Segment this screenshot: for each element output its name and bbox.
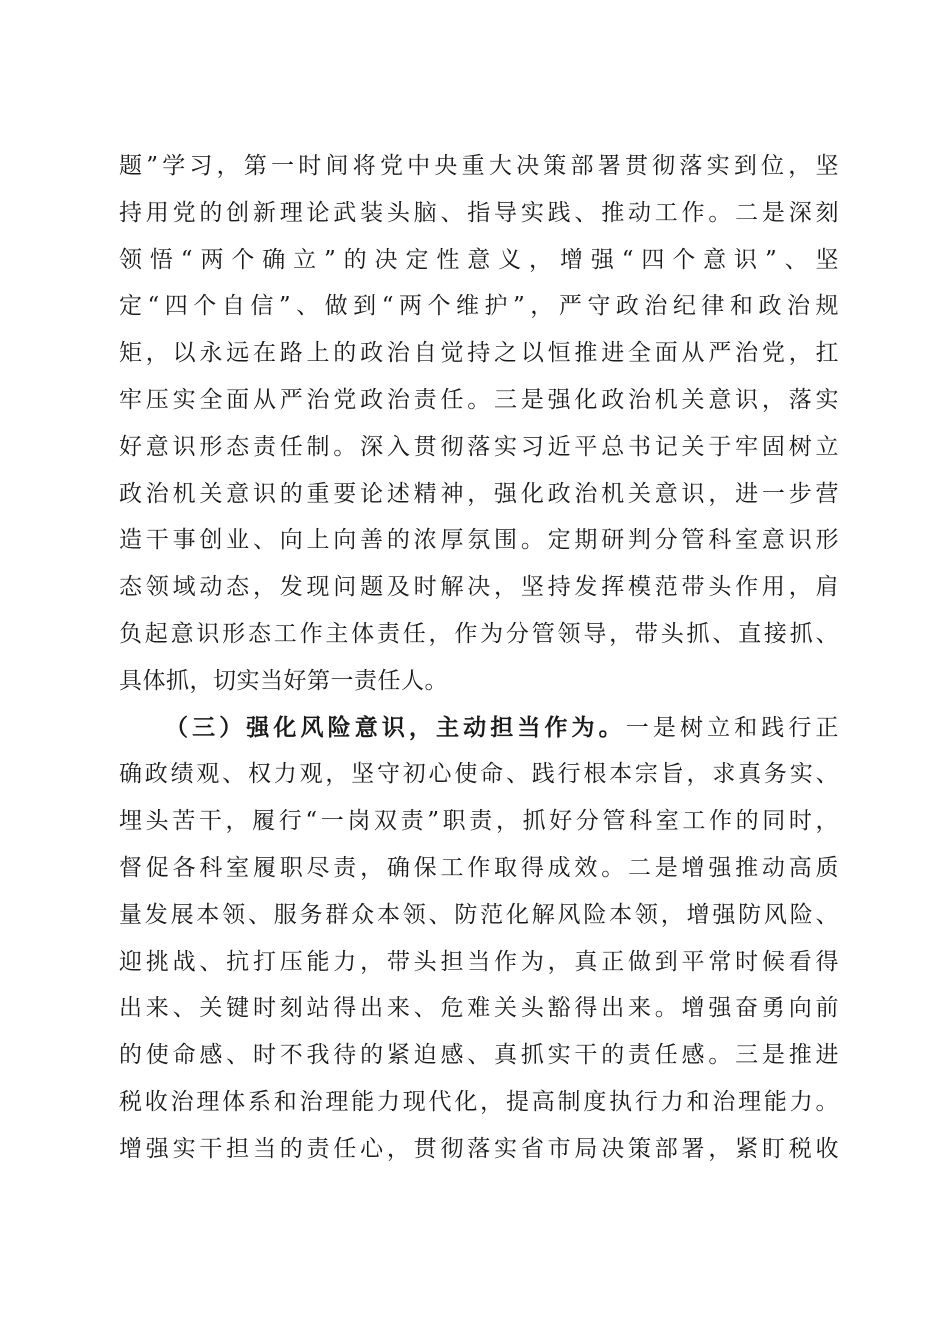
text-line: 税收治理体系和治理能力现代化，提高制度执行力和治理能力。 — [119, 1088, 839, 1115]
text-line: 政治机关意识的重要论述精神，强化政治机关意识，进一步营 — [119, 480, 839, 507]
text-line: 出来、关键时刻站得出来、危难关头豁得出来。增强奋勇向前 — [119, 995, 839, 1022]
text-line: 领悟“两个确立”的决定性意义，增强“四个意识”、坚 — [119, 246, 839, 273]
section-heading: （三）强化风险意识，主动担当作为。 — [165, 713, 626, 741]
text-line: 好意识形态责任制。深入贯彻落实习近平总书记关于牢固树立 — [119, 433, 839, 460]
text-line: 确政绩观、权力观，坚守初心使命、践行根本宗旨，求真务实、 — [119, 761, 839, 788]
text-line: 题”学习，第一时间将党中央重大决策部署贯彻落实到位，坚 — [119, 153, 839, 179]
text-line: 持用党的创新理论武装头脑、指导实践、推动工作。二是深刻 — [119, 199, 839, 226]
text-line: 量发展本领、服务群众本领、防范化解风险本领，增强防风险、 — [119, 901, 839, 928]
text-line: 增强实干担当的责任心，贯彻落实省市局决策部署，紧盯税收 — [119, 1135, 839, 1162]
paragraph-2 — [119, 705, 839, 1173]
text-line: 造干事创业、向上向善的浓厚氛围。定期研判分管科室意识形 — [119, 527, 839, 554]
paragraph-1 — [119, 143, 839, 705]
text-line: 负起意识形态工作主体责任，作为分管领导，带头抓、直接抓、 — [119, 620, 839, 647]
text-line: 具体抓，切实当好第一责任人。 — [119, 667, 448, 694]
text-line: 矩，以永远在路上的政治自觉持之以恒推进全面从严治党，扛 — [119, 340, 839, 367]
text-run: 一是树立和践行正 — [625, 714, 840, 741]
document-body — [119, 143, 839, 1173]
text-line — [119, 705, 839, 752]
text-line: 督促各科室履职尽责，确保工作取得成效。二是增强推动高质 — [119, 854, 839, 881]
text-line: 态领域动态，发现问题及时解决，坚持发挥模范带头作用，肩 — [119, 574, 839, 601]
text-line: 的使命感、时不我待的紧迫感、真抓实干的责任感。三是推进 — [119, 1042, 839, 1069]
text-line: 迎挑战、抗打压能力，带头担当作为，真正做到平常时候看得 — [119, 948, 839, 975]
text-line: 埋头苦干，履行“一岗双责”职责，抓好分管科室工作的同时， — [119, 808, 839, 835]
text-line: 定“四个自信”、做到“两个维护”，严守政治纪律和政治规 — [119, 293, 839, 320]
text-line: 牢压实全面从严治党政治责任。三是强化政治机关意识，落实 — [119, 386, 839, 413]
